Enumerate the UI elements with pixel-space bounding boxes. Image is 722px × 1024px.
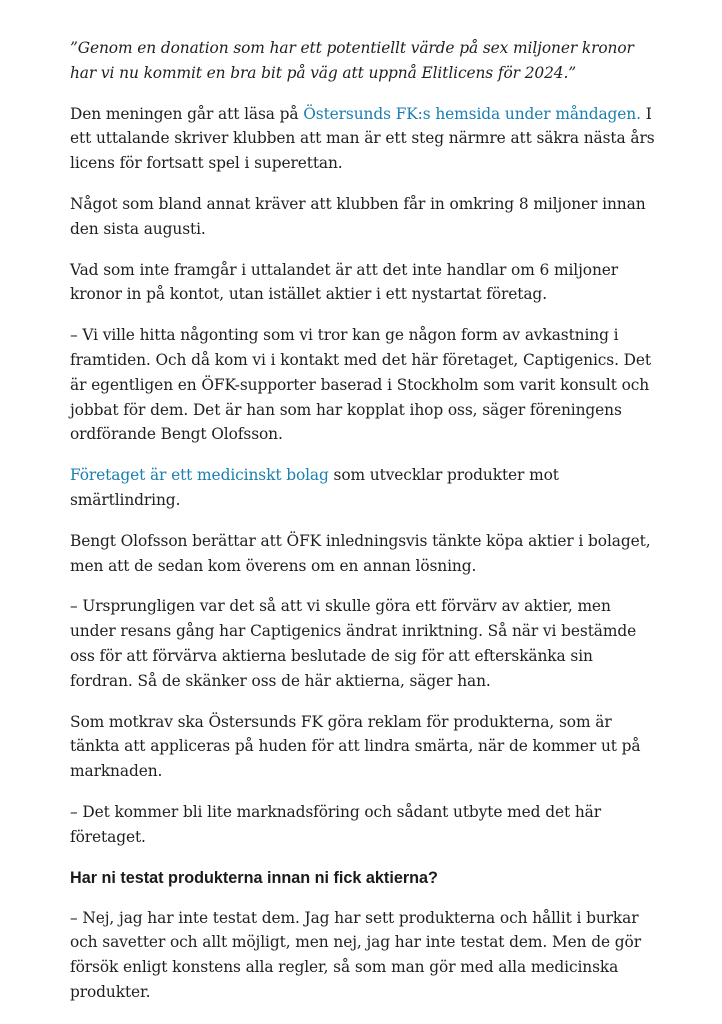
paragraph-2-text-after: I ett uttalande skriver klubben att man är ett steg närmre att säkra nästa års licens för fortsatt spel i superettan. [70, 104, 655, 173]
paragraph-7: Bengt Olofsson berättar att ÖFK inledningsvis tänkte köpa aktier i bolaget, men att de sedan kom överens om en annan lösning. [70, 531, 651, 575]
paragraph-5: – Vi ville hitta någonting som vi tror kan ge någon form av avkastning i framtiden. Och då kom vi i kontakt med det här företaget, Captigenics. Det är egentligen en ÖFK-supporter baserad i Stockholm som varit konsult och jobbat för dem. Det är han som har kopplat ihop oss, säger föreningens ordförande Bengt Olofsson. [70, 326, 651, 444]
paragraph-2 [70, 102, 660, 176]
paragraph-11: – Nej, jag har inte testat dem. Jag har sett produkterna och hållit i burkar och savetter och allt möjligt, men nej, jag har inte testat dem. Men de gör försök enligt konstens alla regler, så som man gör med alla medicinska produkter. [70, 908, 641, 1001]
interview-question-heading: Har ni testat produkterna innan ni fick aktierna? [70, 868, 438, 887]
paragraph-9: Som motkrav ska Östersunds FK göra reklam för produkterna, som är tänkta att appliceras på huden för att lindra smärta, när de kommer ut på marknaden. [70, 712, 641, 781]
paragraph-6-text-after: som utvecklar produkter mot smärtlindring. [70, 466, 559, 509]
paragraph-2-text-before: Den meningen går att läsa på [70, 104, 304, 123]
paragraph-10: – Det kommer bli lite marknadsföring och sådant utbyte med det här företaget. [70, 802, 601, 846]
quote-paragraph: ”Genom en donation som har ett potentiellt värde på sex miljoner kronor har vi nu kommit en bra bit på väg att uppnå Elitlicens för 2024.” [70, 39, 634, 82]
paragraph-6 [70, 463, 660, 513]
paragraph-4: Vad som inte framgår i uttalandet är att det inte handlar om 6 miljoner kronor in på kontot, utan istället aktier i ett nystartat företag. [70, 260, 619, 304]
hemsida-link[interactable]: Östersunds FK:s hemsida under måndagen. [303, 104, 641, 123]
article-body [70, 36, 660, 1021]
medicinskt-bolag-link[interactable]: Företaget är ett medicinskt bolag [70, 466, 329, 485]
paragraph-3: Något som bland annat kräver att klubben får in omkring 8 miljoner innan den sista augusti. [70, 194, 646, 238]
paragraph-8: – Ursprungligen var det så att vi skulle göra ett förvärv av aktier, men under resans gång har Captigenics ändrat inriktning. Så när vi bestämde oss för att förvärva aktierna beslutade de sig för att efterskänka sin fordran. Så de skänker oss de här aktierna, säger han. [70, 597, 637, 690]
